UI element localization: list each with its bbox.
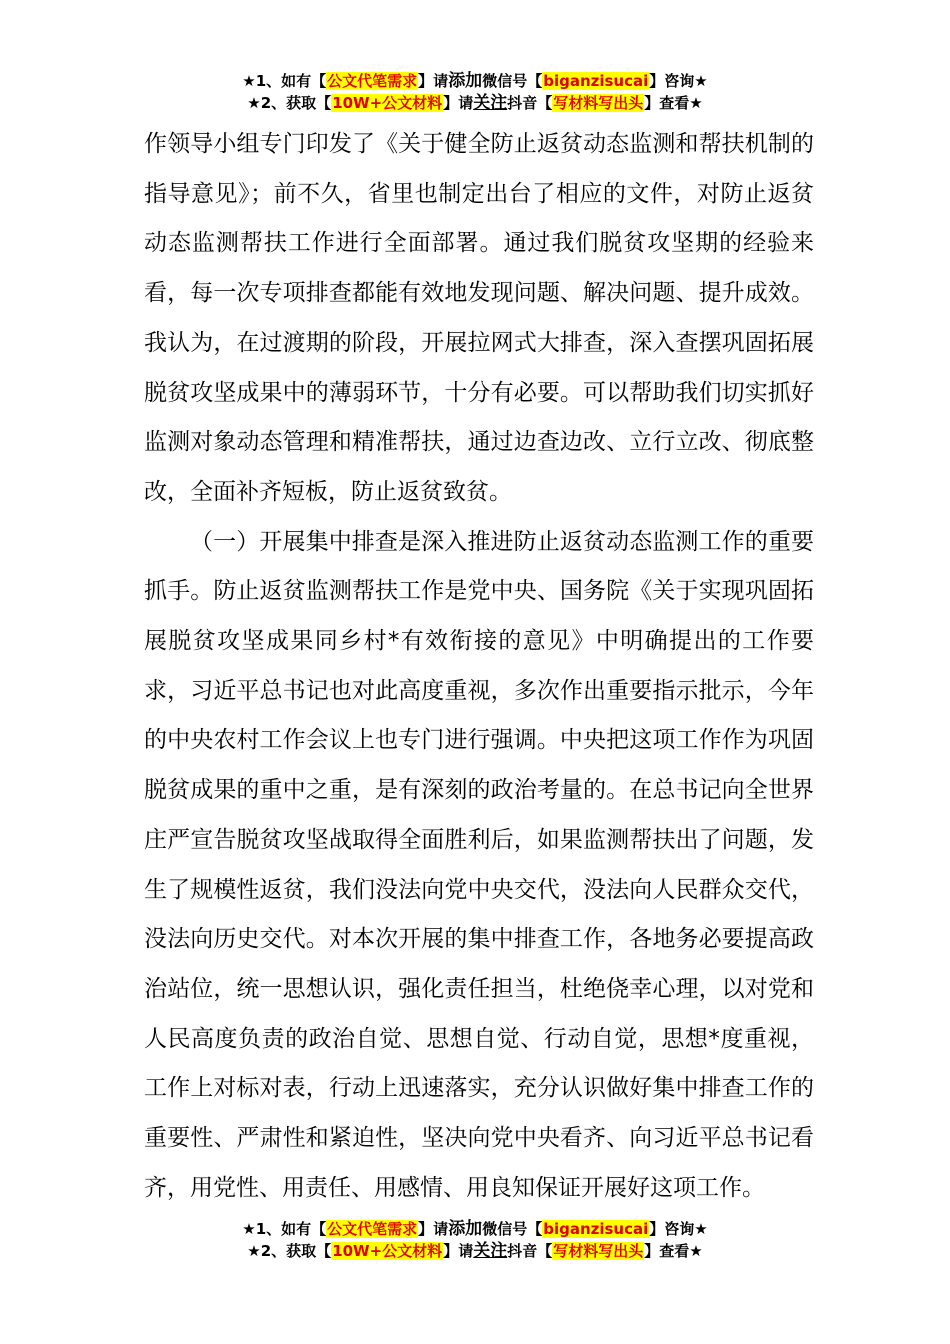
- footer-banner-line-2: [0, 1240, 950, 1262]
- banner-text: 】请: [418, 72, 449, 90]
- banner-text: 】请: [443, 1242, 474, 1260]
- highlight-wechat-id: biganzisucai: [543, 72, 649, 90]
- banner-text: 微信号【: [482, 1220, 543, 1238]
- banner-text: ★1、如有【: [242, 1220, 327, 1238]
- banner-text: 】咨询★: [649, 72, 708, 90]
- banner-text: 】请: [443, 94, 474, 112]
- banner-emphasis-add: 添加: [448, 71, 483, 91]
- body-paragraph-2: （一）开展集中排查是深入推进防止返贫动态监测工作的重要抓手。防止返贫监测帮扶工作是党中央、国务院《关于实现巩固拓展脱贫攻坚成果同乡村*有效衔接的意见》中明确提出的工作要求，习近平总书记也对此高度重视，多次作出重要指示批示，今年的中央农村工作会议上也专门进行强调。中央把这项工作作为巩固脱贫成果的重中之重，是有深刻的政治考量的。在总书记向全世界庄严宣告脱贫攻坚战取得全面胜利后，如果监测帮扶出了问题，发生了规模性返贫，我们没法向党中央交代，没法向人民群众交代，没法向历史交代。对本次开展的集中排查工作，各地务必要提高政治站位，统一思想认识，强化责任担当，杜绝侥幸心理，以对党和人民高度负责的政治自觉、思想自觉、行动自觉，思想*度重视，工作上对标对表，行动上迅速落实，充分认识做好集中排查工作的重要性、严肃性和紧迫性，坚决向党中央看齐、向习近平总书记看齐，用党性、用责任、用感情、用良知保证开展好这项工作。: [144, 528, 814, 1201]
- banner-emphasis-add: 添加: [448, 1219, 483, 1239]
- header-banner-line-1: [0, 70, 950, 92]
- highlight-wechat-id: biganzisucai: [543, 1220, 649, 1238]
- banner-emphasis-follow: 关注: [473, 1241, 508, 1261]
- footer-banner-line-1: [0, 1218, 950, 1240]
- banner-text: ★2、获取【: [247, 94, 332, 112]
- footer-banner: [0, 1218, 950, 1262]
- highlight-service-request: 公文代笔需求: [327, 72, 418, 90]
- banner-text: 】查看★: [644, 1242, 703, 1260]
- banner-text: 微信号【: [482, 72, 543, 90]
- banner-text: 抖音【: [507, 1242, 553, 1260]
- banner-text: 】咨询★: [649, 1220, 708, 1238]
- highlight-douyin-account: 写材料写出头: [553, 94, 644, 112]
- header-banner-line-2: [0, 92, 950, 114]
- highlight-materials: 10W+公文材料: [332, 94, 443, 112]
- highlight-materials: 10W+公文材料: [332, 1242, 443, 1260]
- highlight-douyin-account: 写材料写出头: [553, 1242, 644, 1260]
- banner-text: ★1、如有【: [242, 72, 327, 90]
- banner-text: ★2、获取【: [247, 1242, 332, 1260]
- header-banner: [0, 70, 950, 114]
- banner-emphasis-follow: 关注: [473, 93, 508, 113]
- body-paragraph-1: 作领导小组专门印发了《关于健全防止返贫动态监测和帮扶机制的指导意见》；前不久，省里也制定出台了相应的文件，对防止返贫动态监测帮扶工作进行全面部署。通过我们脱贫攻坚期的经验来看，每一次专项排查都能有效地发现问题、解决问题、提升成效。我认为，在过渡期的阶段，开展拉网式大排查，深入查摆巩固拓展脱贫攻坚成果中的薄弱环节，十分有必要。可以帮助我们切实抓好监测对象动态管理和精准帮扶，通过边查边改、立行立改、彻底整改，全面补齐短板，防止返贫致贫。: [144, 131, 814, 505]
- highlight-service-request: 公文代笔需求: [327, 1220, 418, 1238]
- banner-text: 】查看★: [644, 94, 703, 112]
- banner-text: 抖音【: [507, 94, 553, 112]
- document-body: [144, 120, 814, 1213]
- banner-text: 】请: [418, 1220, 449, 1238]
